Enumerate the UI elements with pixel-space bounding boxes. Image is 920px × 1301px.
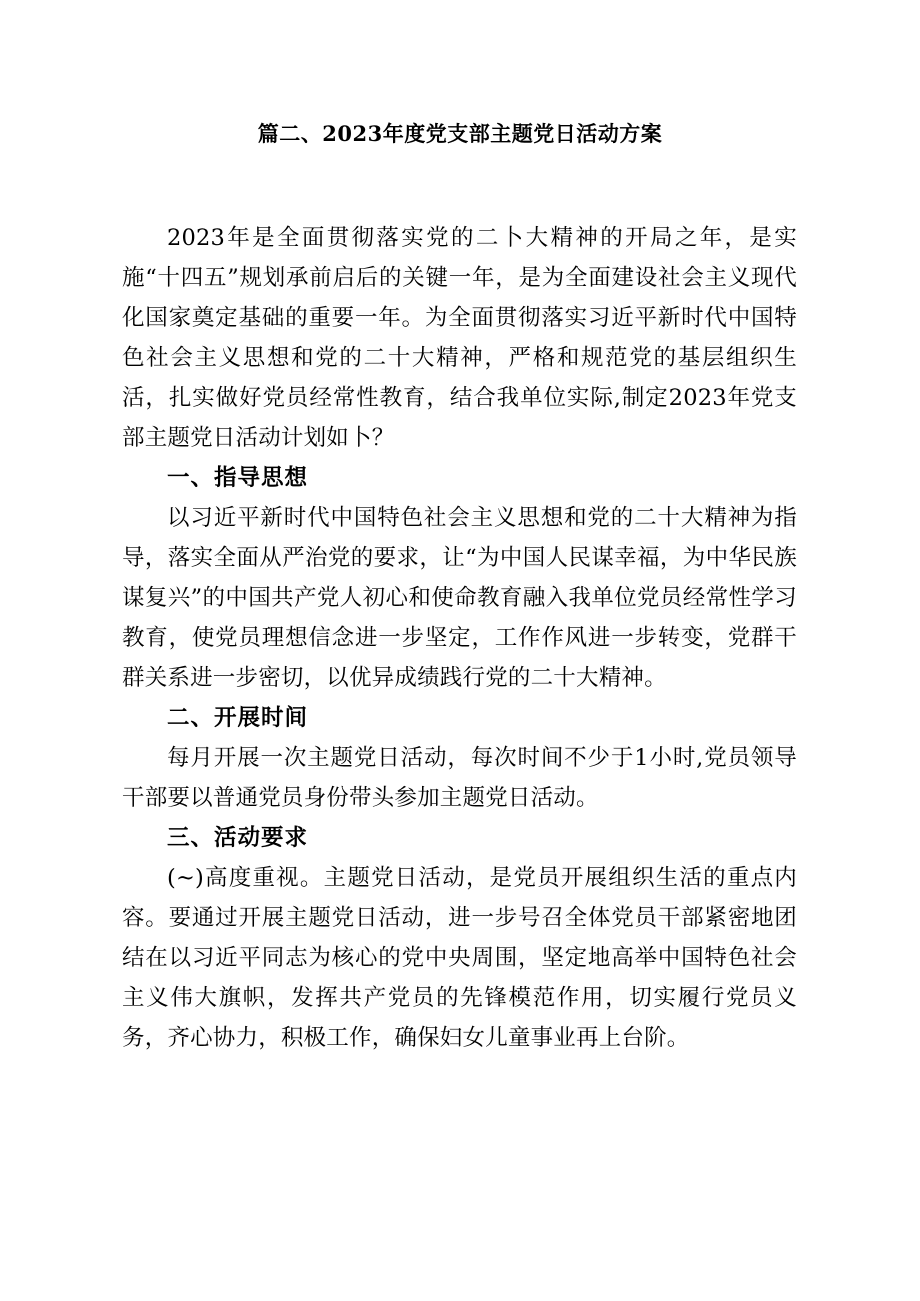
section-heading: 三、活动要求	[167, 825, 309, 851]
document-title: 篇二、2023年度党支部主题党日活动方案	[257, 121, 663, 146]
document-body	[122, 218, 797, 1058]
section-heading: 二、开展时间	[167, 705, 309, 731]
intro-paragraph: 2023年是全面贯彻落实党的二卜大精神的开局之年，是实施“十四五”规划承前启后的关键一年，是为全面建设社会主义现代化国家奠定基础的重要一年。为全面贯彻落实习近平新时代中国特色社会主义思想和党的二十大精神，严格和规范党的基层组织生活，扎实做好党员经常性教育，结合我单位实际,制定2023年党支部主题党日活动计划如卜？	[122, 225, 797, 451]
section-paragraph: 每月开展一次主题党日活动，每次时间不少于1小时,党员领导干部要以普通党员身份带头参加主题党日活动。	[122, 745, 797, 811]
section-paragraph: (~)高度重视。主题党日活动，是党员开展组织生活的重点内容。要通过开展主题党日活动，进一步号召全体党员干部紧密地团结在以习近平同志为核心的党中央周围，坚定地高举中国特色社会主义伟大旗帜，发挥共产党员的先锋模范作用，切实履行党员义务，齐心协力，积极工作，确保妇女儿童事业再上台阶。	[122, 865, 797, 1051]
section-heading: 一、指导思想	[167, 465, 309, 491]
section-requirements	[122, 818, 797, 1058]
section-guiding-ideology	[122, 458, 797, 698]
section-schedule	[122, 698, 797, 818]
section-paragraph: 以习近平新时代中国特色社会主义思想和党的二十大精神为指导，落实全面从严治党的要求，让“为中国人民谋幸福，为中华民族谋复兴”的中国共产党人初心和使命教育融入我单位党员经常性学习教育，使党员理想信念进一步坚定，工作作风进一步转变，党群干群关系进一步密切，以优异成绩践行党的二十大精神。	[122, 505, 797, 691]
